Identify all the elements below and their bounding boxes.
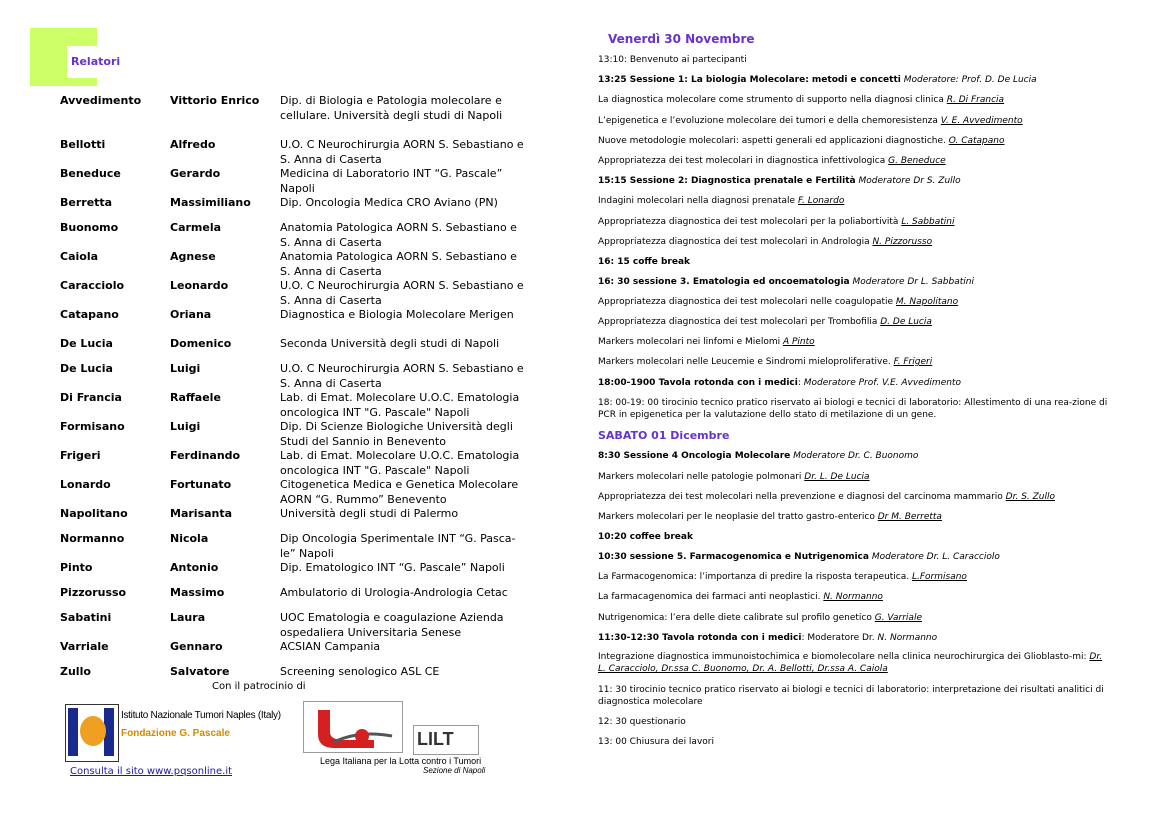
line-speaker: O. Catapano — [948, 136, 1005, 146]
session-line — [598, 276, 1118, 288]
speaker-affiliation: ACSIAN Campania — [280, 640, 381, 653]
line-text: Appropriatezza dei test molecolari in diagnostica infettivologica — [598, 156, 889, 166]
pascale-logo-line1: Istituto Nazionale Tumori Naples (Italy) — [121, 710, 281, 721]
talk-line — [598, 135, 1118, 147]
line-speaker: L. Sabbatini — [901, 217, 955, 227]
speaker-surname: Zullo — [60, 665, 91, 678]
line-bold: 8:30 Sessione 4 Oncologia Molecolare — [598, 451, 791, 461]
line-text: Appropriatezza diagnostica dei test molecolari per Trombofilia — [598, 317, 881, 327]
talk-line — [598, 155, 1118, 167]
integrazione-speakers: Dr. L. Caracciolo, Dr.ssa C. Buonomo, Dr. A. Bellotti, Dr.ssa A. Caiola — [598, 652, 1103, 674]
speaker-surname: Normanno — [60, 532, 125, 545]
line-bold: 10:20 coffee break — [598, 532, 693, 542]
pascale-logo-line2: Fondazione G. Pascale — [121, 728, 230, 739]
speaker-name: Salvatore — [170, 665, 230, 678]
speaker-name: Antonio — [170, 561, 219, 574]
line-text: Markers molecolari nei linfomi e Mielomi — [598, 337, 783, 347]
pascale-logo — [65, 704, 281, 762]
integrazione-text: Integrazione diagnostica immunoistochimica e biomolecolare nella clinica neurochirurgica dei Glioblasto-mi: — [598, 652, 1090, 662]
speaker-affiliation: Anatomia Patologica AORN S. Sebastiano e S. Anna di Caserta — [280, 250, 517, 278]
talk-line — [598, 115, 1118, 127]
line-speaker: L.Formisano — [912, 572, 967, 582]
line-text: Markers molecolari per le neoplasie del tratto gastro-enterico — [598, 512, 878, 522]
speaker-surname: Di Francia — [60, 391, 122, 404]
speaker-affiliation: U.O. C Neurochirurgia AORN S. Sebastiano e S. Anna di Caserta — [280, 362, 524, 390]
line-speaker: M. Napolitano — [895, 297, 959, 307]
speaker-surname: Lonardo — [60, 478, 111, 491]
speaker-surname: Pinto — [60, 561, 93, 574]
speaker-name: Domenico — [170, 337, 232, 350]
line-speaker: N. Normanno — [823, 592, 883, 602]
session-line — [598, 377, 1118, 389]
speaker-name: Fortunato — [170, 478, 232, 491]
line-text: Appropriatezza diagnostica dei test molecolari in Andrologia — [598, 237, 873, 247]
talk-line — [598, 471, 1118, 483]
speaker-affiliation: Medicina di Laboratorio INT “G. Pascale” Napoli — [280, 167, 503, 195]
talk-line — [598, 296, 1118, 308]
talk-line — [598, 54, 1118, 66]
speaker-affiliation: Dip. di Biologia e Patologia molecolare e cellulare. Università degli studi di Napoli — [280, 94, 503, 122]
line-bold: 13:25 Sessione 1: La biologia Molecolare: metodi e concetti — [598, 75, 901, 85]
line-text: : Moderatore Dr. — [801, 633, 878, 643]
lilt-wordmark: LILT — [417, 729, 454, 749]
talk-line — [598, 316, 1118, 328]
session-line — [598, 632, 1118, 644]
line-speaker: R. Di Francia — [946, 95, 1005, 105]
speaker-surname: Varriale — [60, 640, 109, 653]
talk-line — [598, 591, 1118, 603]
speaker-name: Vittorio Enrico — [170, 94, 260, 107]
speaker-affiliation: Dip. Ematologico INT “G. Pascale” Napoli — [280, 561, 505, 574]
talk-line — [598, 511, 1118, 523]
line-speaker: Dr. S. Zullo — [1005, 492, 1056, 502]
talk-line — [598, 236, 1118, 248]
session-line — [598, 531, 1118, 543]
speaker-affiliation: Lab. di Emat. Molecolare U.O.C. Ematologia oncologica INT "G. Pascale" Napoli — [280, 391, 520, 419]
speaker-surname: Buonomo — [60, 221, 119, 234]
speaker-surname: Pizzorusso — [60, 586, 127, 599]
line-speaker: D. De Lucia — [880, 317, 932, 327]
lilt-section: Sezione di Napoli — [423, 766, 486, 775]
speaker-name: Ferdinando — [170, 449, 241, 462]
speaker-affiliation: Citogenetica Medica e Genetica Molecolare AORN “G. Rummo” Benevento — [280, 478, 519, 506]
talk-line — [598, 195, 1118, 207]
line-speaker: N. Pizzorusso — [872, 237, 933, 247]
integrazione-line — [598, 651, 1110, 675]
line-moderator: Moderatore Dr S. Zullo — [858, 176, 961, 186]
speaker-affiliation: U.O. C Neurochirurgia AORN S. Sebastiano e S. Anna di Caserta — [280, 279, 524, 307]
speaker-affiliation: Diagnostica e Biologia Molecolare Merigen — [280, 308, 514, 321]
line-bold: 10:30 sessione 5. Farmacogenomica e Nutrigenomica — [598, 552, 869, 562]
session-line — [598, 175, 1118, 187]
speaker-surname: Frigeri — [60, 449, 101, 462]
line-moderator: Moderatore Dr L. Sabbatini — [852, 277, 974, 287]
speaker-name: Oriana — [170, 308, 212, 321]
speaker-affiliation: Dip. Oncologia Medica CRO Aviano (PN) — [280, 196, 498, 209]
pascale-logo-bar-left — [68, 708, 78, 756]
speaker-affiliation: Seconda Università degli studi di Napoli — [280, 337, 500, 350]
line-speaker: G. Beneduce — [888, 156, 946, 166]
speaker-name: Carmela — [170, 221, 222, 234]
speaker-surname: Sabatini — [60, 611, 112, 624]
lilt-caption: Lega Italiana per la Lotta contro i Tumori — [320, 756, 482, 766]
speaker-name: Leonardo — [170, 279, 229, 292]
speaker-surname: Caiola — [60, 250, 99, 263]
line-text: Markers molecolari nelle Leucemie e Sindromi mieloproliferative. — [598, 357, 894, 367]
relatori-title: Relatori — [71, 55, 121, 68]
line-text: Nutrigenomica: l’era delle diete calibrate sul profilo genetico — [598, 613, 875, 623]
line-bold: 18:00-1900 Tavola rotonda con i medici — [598, 378, 798, 388]
talk-line — [598, 612, 1118, 624]
session-line — [598, 551, 1118, 563]
speaker-affiliation: Screening senologico ASL CE — [280, 665, 440, 678]
lilt-emblem-icon — [304, 702, 402, 752]
line-bold: 16: 30 sessione 3. Ematologia ed oncoematologia — [598, 277, 850, 287]
speaker-name: Gennaro — [170, 640, 223, 653]
speaker-surname: Beneduce — [60, 167, 121, 180]
line-text: : — [797, 378, 804, 388]
line-speaker: A Pinto — [782, 337, 815, 347]
line-speaker: G. Varriale — [874, 613, 922, 623]
line-moderator: Moderatore Dr. L. Caracciolo — [871, 552, 1000, 562]
line-bold: 11:30-12:30 Tavola rotonda con i medici — [598, 633, 802, 643]
chiusura-line: 13: 00 Chiusura dei lavori — [598, 737, 714, 747]
speaker-name: Massimiliano — [170, 196, 251, 209]
line-text: Appropriatezza diagnostica dei test molecolari per la poliabortività — [598, 217, 902, 227]
session-line — [598, 450, 1118, 462]
line-moderator: N. Normanno — [877, 633, 938, 643]
tirocinio-1: 18: 00-19: 00 tirocinio tecnico pratico riservato ai biologi e tecnici di laboratorio: Allestimento di una rea-zione di PCR in epigenetica per la valutazione dello stato di metilazione di un gene. — [598, 398, 1108, 420]
line-text: La farmacagenomica dei farmaci anti neoplastici. — [598, 592, 824, 602]
speaker-surname: Bellotti — [60, 138, 106, 151]
speaker-surname: Napolitano — [60, 507, 128, 520]
session-line — [598, 256, 1118, 268]
line-text: Appropriatezza dei test molecolari nella prevenzione e diagnosi del carcinoma mammario — [598, 492, 1006, 502]
line-speaker: V. E. Avvedimento — [940, 116, 1023, 126]
talk-line — [598, 491, 1118, 503]
speaker-surname: Caracciolo — [60, 279, 125, 292]
talk-line — [598, 216, 1118, 228]
speaker-affiliation: Dip. Di Scienze Biologiche Università degli Studi del Sannio in Benevento — [280, 420, 513, 448]
talk-line — [598, 356, 1118, 368]
lilt-emblem-frame — [303, 701, 403, 753]
speaker-surname: Formisano — [60, 420, 125, 433]
pascale-logo-circle — [80, 716, 106, 746]
patrocinio-label: Con il patrocinio di — [212, 681, 306, 692]
speaker-affiliation: UOC Ematologia e coagulazione Azienda ospedaliera Universitaria Senese — [280, 611, 504, 639]
day2-heading: SABATO 01 Dicembre — [598, 429, 730, 442]
speaker-surname: Berretta — [60, 196, 113, 209]
session-line — [598, 74, 1118, 86]
speaker-name: Raffaele — [170, 391, 221, 404]
tirocinio-2: 11: 30 tirocinio tecnico pratico riservato ai biologi e tecnici di laboratorio: interpretazione dei risultati analitici di diagnostica molecolare — [598, 685, 1104, 707]
speaker-surname: De Lucia — [60, 362, 113, 375]
website-link[interactable]: Consulta il sito www.pqsonline.it — [70, 766, 233, 777]
talk-line — [598, 336, 1118, 348]
line-text: Markers molecolari nelle patologie polmonari — [598, 472, 805, 482]
line-text: L’epigenetica e l’evoluzione molecolare dei tumori e della chemoresistenza — [598, 116, 941, 126]
line-text: La diagnostica molecolare come strumento di supporto nella diagnosi clinica — [598, 95, 947, 105]
speaker-name: Luigi — [170, 420, 201, 433]
speaker-affiliation: Università degli studi di Palermo — [280, 507, 459, 520]
line-text: 13:10: Benvenuto ai partecipanti — [598, 55, 747, 65]
line-moderator: Moderatore Prof. V.E. Avvedimento — [803, 378, 961, 388]
speaker-name: Agnese — [170, 250, 216, 263]
talk-line — [598, 94, 1118, 106]
speaker-name: Nicola — [170, 532, 209, 545]
speaker-surname: Avvedimento — [60, 94, 142, 107]
lilt-logo — [303, 701, 503, 781]
questionario-line: 12: 30 questionario — [598, 717, 686, 727]
line-speaker: F. Lonardo — [797, 196, 845, 206]
line-text: Appropriatezza diagnostica dei test molecolari nelle coagulopatie — [598, 297, 896, 307]
speaker-name: Luigi — [170, 362, 201, 375]
line-text: Nuove metodologie molecolari: aspetti generali ed applicazioni diagnostiche. — [598, 136, 949, 146]
speaker-name: Gerardo — [170, 167, 221, 180]
day1-heading: Venerdì 30 Novembre — [608, 32, 755, 46]
speaker-surname: Catapano — [60, 308, 119, 321]
speaker-affiliation: Ambulatorio di Urologia-Andrologia Cetac — [280, 586, 508, 599]
line-text: La Farmacogenomica: l’importanza di predire la risposta terapeutica. — [598, 572, 912, 582]
speaker-name: Laura — [170, 611, 206, 624]
speaker-affiliation: U.O. C Neurochirurgia AORN S. Sebastiano e S. Anna di Caserta — [280, 138, 524, 166]
line-text: Indagini molecolari nella diagnosi prenatale — [598, 196, 798, 206]
speaker-name: Massimo — [170, 586, 225, 599]
talk-line — [598, 571, 1118, 583]
speaker-name: Marisanta — [170, 507, 233, 520]
speaker-affiliation: Dip Oncologia Sperimentale INT “G. Pasca-le” Napoli — [280, 532, 516, 560]
line-bold: 15:15 Sessione 2: Diagnostica prenatale e Fertilità — [598, 176, 856, 186]
line-speaker: F. Frigeri — [893, 357, 933, 367]
line-speaker: Dr M. Berretta — [877, 512, 942, 522]
line-speaker: Dr. L. De Lucia — [804, 472, 870, 482]
line-bold: 16: 15 coffe break — [598, 257, 691, 267]
speaker-affiliation: Anatomia Patologica AORN S. Sebastiano e S. Anna di Caserta — [280, 221, 517, 249]
speaker-name: Alfredo — [170, 138, 216, 151]
line-moderator: Moderatore Dr. C. Buonomo — [793, 451, 919, 461]
speaker-surname: De Lucia — [60, 337, 113, 350]
speaker-affiliation: Lab. di Emat. Molecolare U.O.C. Ematologia oncologica INT "G. Pascale" Napoli — [280, 449, 520, 477]
line-moderator: Moderatore: Prof. D. De Lucia — [903, 75, 1037, 85]
